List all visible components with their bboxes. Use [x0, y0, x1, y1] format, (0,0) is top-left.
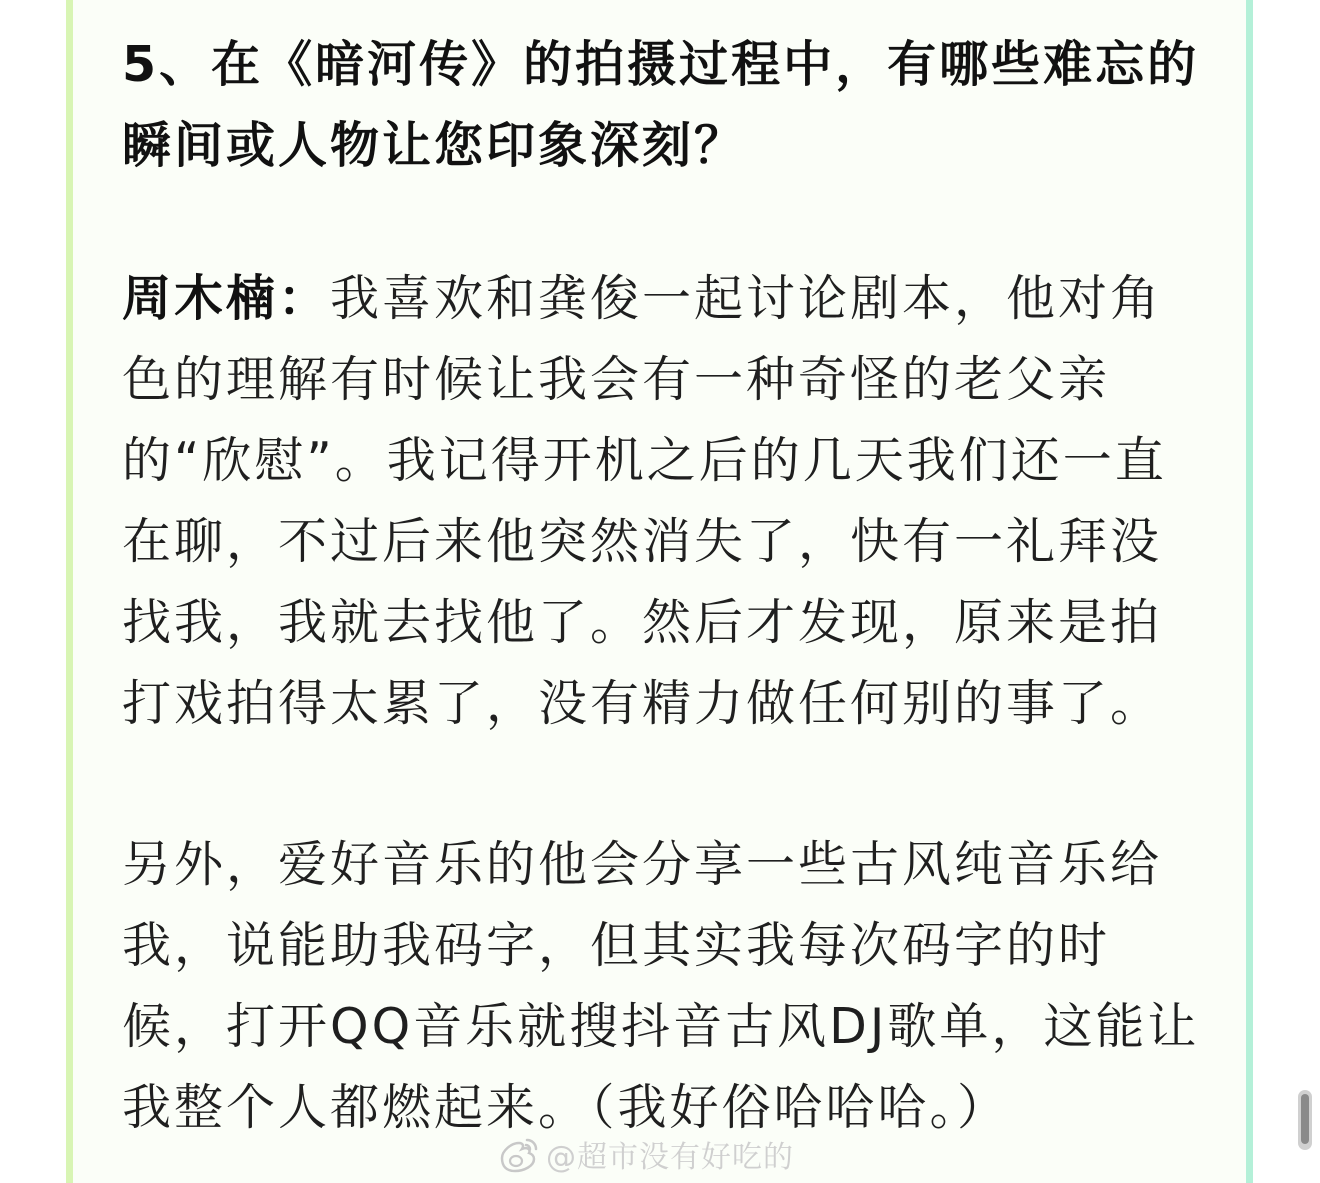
weibo-watermark [496, 1128, 794, 1180]
article-content [122, 24, 1202, 1148]
answer-paragraph-2: 另外，爱好音乐的他会分享一些古风纯音乐给我，说能助我码字，但其实我每次码字的时候，打开QQ音乐就搜抖音古风DJ歌单，这能让我整个人都燃起来。（我好俗哈哈哈。） [122, 836, 1200, 1136]
answer-paragraph-1 [122, 258, 1202, 744]
left-accent-bar [66, 0, 73, 1183]
watermark-handle: @超市没有好吃的 [546, 1140, 794, 1175]
weibo-icon [496, 1134, 540, 1174]
scrollbar-thumb[interactable] [1301, 1094, 1309, 1144]
answer-text-1: 我喜欢和龚俊一起讨论剧本，他对角色的理解有时候让我会有一种奇怪的老父亲的“欣慰”。我记得开机之后的几天我们还一直在聊，不过后来他突然消失了，快有一礼拜没找我，我就去找他了。然后才发现，原来是拍打戏拍得太累了，没有精力做任何别的事了。 [122, 270, 1167, 732]
right-accent-bar [1246, 0, 1253, 1183]
question-heading: 5、在《暗河传》的拍摄过程中，有哪些难忘的瞬间或人物让您印象深刻？ [122, 36, 1200, 174]
speaker-name: 周木楠： [122, 270, 331, 327]
